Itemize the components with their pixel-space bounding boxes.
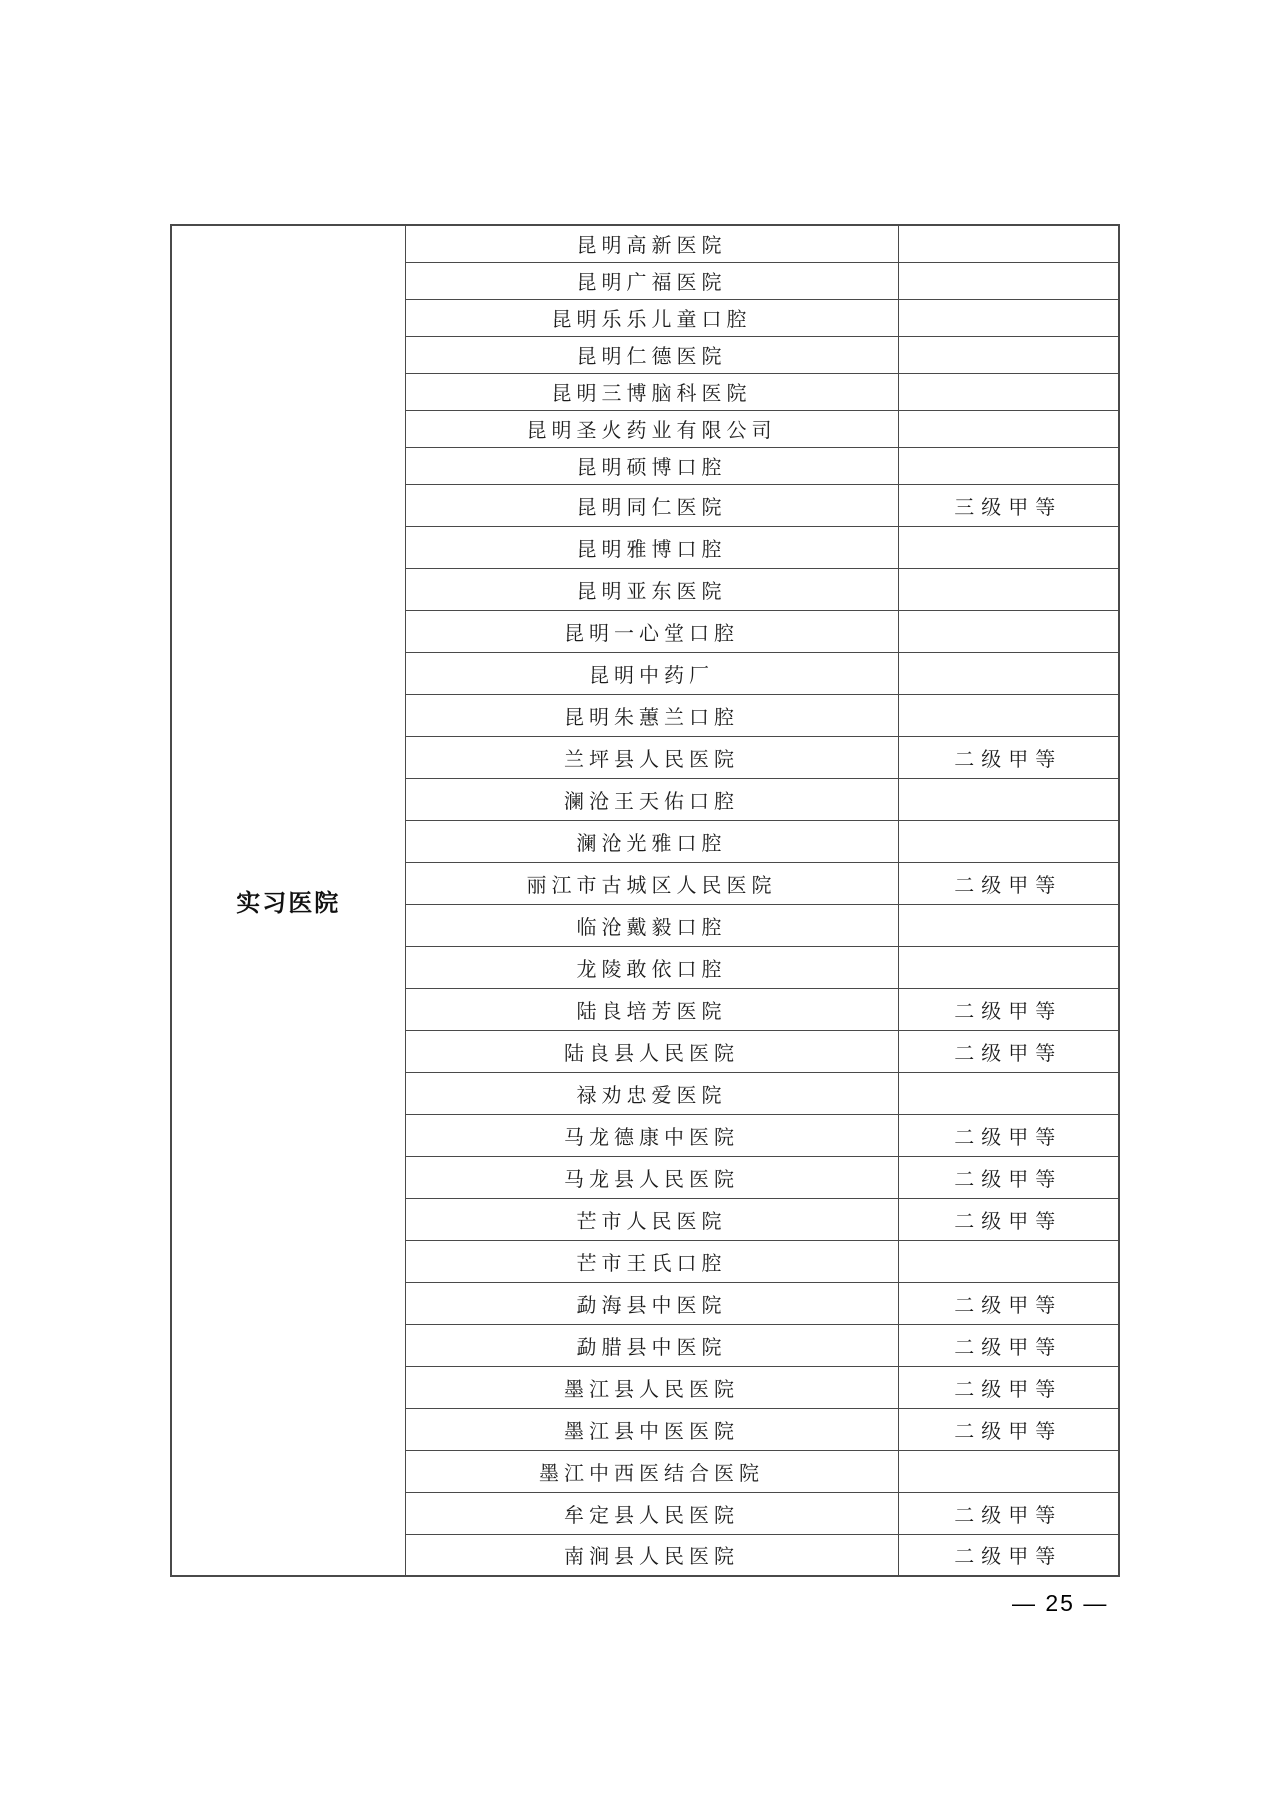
hospital-grade-cell: 二级甲等 [898,1114,1119,1156]
hospital-grade-cell: 二级甲等 [898,1492,1119,1534]
hospital-name-cell: 龙陵敢依口腔 [405,946,898,988]
hospital-grade-cell [898,610,1119,652]
hospital-grade-cell [898,1072,1119,1114]
hospital-name-cell: 芒市王氏口腔 [405,1240,898,1282]
hospital-name-cell: 昆明广福医院 [405,262,898,299]
hospital-name-cell: 昆明圣火药业有限公司 [405,410,898,447]
hospital-grade-cell [898,410,1119,447]
hospital-name-cell: 昆明三博脑科医院 [405,373,898,410]
hospital-grade-cell [898,652,1119,694]
hospital-name-cell: 禄劝忠爱医院 [405,1072,898,1114]
hospital-grade-cell: 二级甲等 [898,988,1119,1030]
hospital-name-cell: 临沧戴毅口腔 [405,904,898,946]
hospital-grade-cell [898,336,1119,373]
hospital-grade-cell: 二级甲等 [898,1366,1119,1408]
page-number: — 25 — [1012,1590,1109,1616]
hospital-grade-cell [898,262,1119,299]
hospital-grade-cell [898,373,1119,410]
hospital-name-cell: 牟定县人民医院 [405,1492,898,1534]
hospital-name-cell: 昆明硕博口腔 [405,447,898,484]
hospital-name-cell: 丽江市古城区人民医院 [405,862,898,904]
hospital-name-cell: 南涧县人民医院 [405,1534,898,1576]
hospital-grade-cell [898,694,1119,736]
hospital-grade-cell: 二级甲等 [898,1534,1119,1576]
hospital-name-cell: 陆良培芳医院 [405,988,898,1030]
hospital-grade-cell: 二级甲等 [898,1198,1119,1240]
hospital-name-cell: 澜沧光雅口腔 [405,820,898,862]
hospital-grade-cell [898,225,1119,262]
hospital-name-cell: 马龙德康中医院 [405,1114,898,1156]
hospital-grade-cell [898,1450,1119,1492]
hospital-name-cell: 昆明同仁医院 [405,484,898,526]
hospital-grade-cell: 二级甲等 [898,1324,1119,1366]
hospital-grade-cell: 二级甲等 [898,1156,1119,1198]
hospital-name-cell: 昆明高新医院 [405,225,898,262]
hospital-grade-cell [898,526,1119,568]
hospital-name-cell: 昆明乐乐儿童口腔 [405,299,898,336]
hospital-name-cell: 兰坪县人民医院 [405,736,898,778]
hospital-name-cell: 昆明仁德医院 [405,336,898,373]
hospital-grade-cell: 二级甲等 [898,1282,1119,1324]
hospital-grade-cell [898,568,1119,610]
hospital-grade-cell [898,778,1119,820]
hospital-name-cell: 勐海县中医院 [405,1282,898,1324]
hospital-name-cell: 墨江县中医医院 [405,1408,898,1450]
hospital-name-cell: 澜沧王天佑口腔 [405,778,898,820]
hospital-grade-cell: 三级甲等 [898,484,1119,526]
hospital-grade-cell: 二级甲等 [898,1408,1119,1450]
hospital-name-cell: 马龙县人民医院 [405,1156,898,1198]
hospital-grade-cell: 二级甲等 [898,1030,1119,1072]
hospital-name-cell: 芒市人民医院 [405,1198,898,1240]
hospital-grade-cell [898,1240,1119,1282]
hospital-grade-cell [898,299,1119,336]
hospital-grade-cell: 二级甲等 [898,862,1119,904]
hospital-grade-cell: 二级甲等 [898,736,1119,778]
table-row [171,225,1119,262]
hospital-name-cell: 昆明雅博口腔 [405,526,898,568]
internship-hospitals-table [170,224,1120,1577]
hospital-name-cell: 墨江县人民医院 [405,1366,898,1408]
hospital-grade-cell [898,946,1119,988]
hospital-grade-cell [898,447,1119,484]
hospital-name-cell: 昆明亚东医院 [405,568,898,610]
row-header-cell: 实习医院 [171,225,405,1576]
hospital-name-cell: 昆明一心堂口腔 [405,610,898,652]
hospital-grade-cell [898,820,1119,862]
hospital-name-cell: 昆明中药厂 [405,652,898,694]
hospital-grade-cell [898,904,1119,946]
hospital-name-cell: 陆良县人民医院 [405,1030,898,1072]
hospital-name-cell: 勐腊县中医院 [405,1324,898,1366]
hospital-name-cell: 墨江中西医结合医院 [405,1450,898,1492]
hospital-name-cell: 昆明朱蕙兰口腔 [405,694,898,736]
